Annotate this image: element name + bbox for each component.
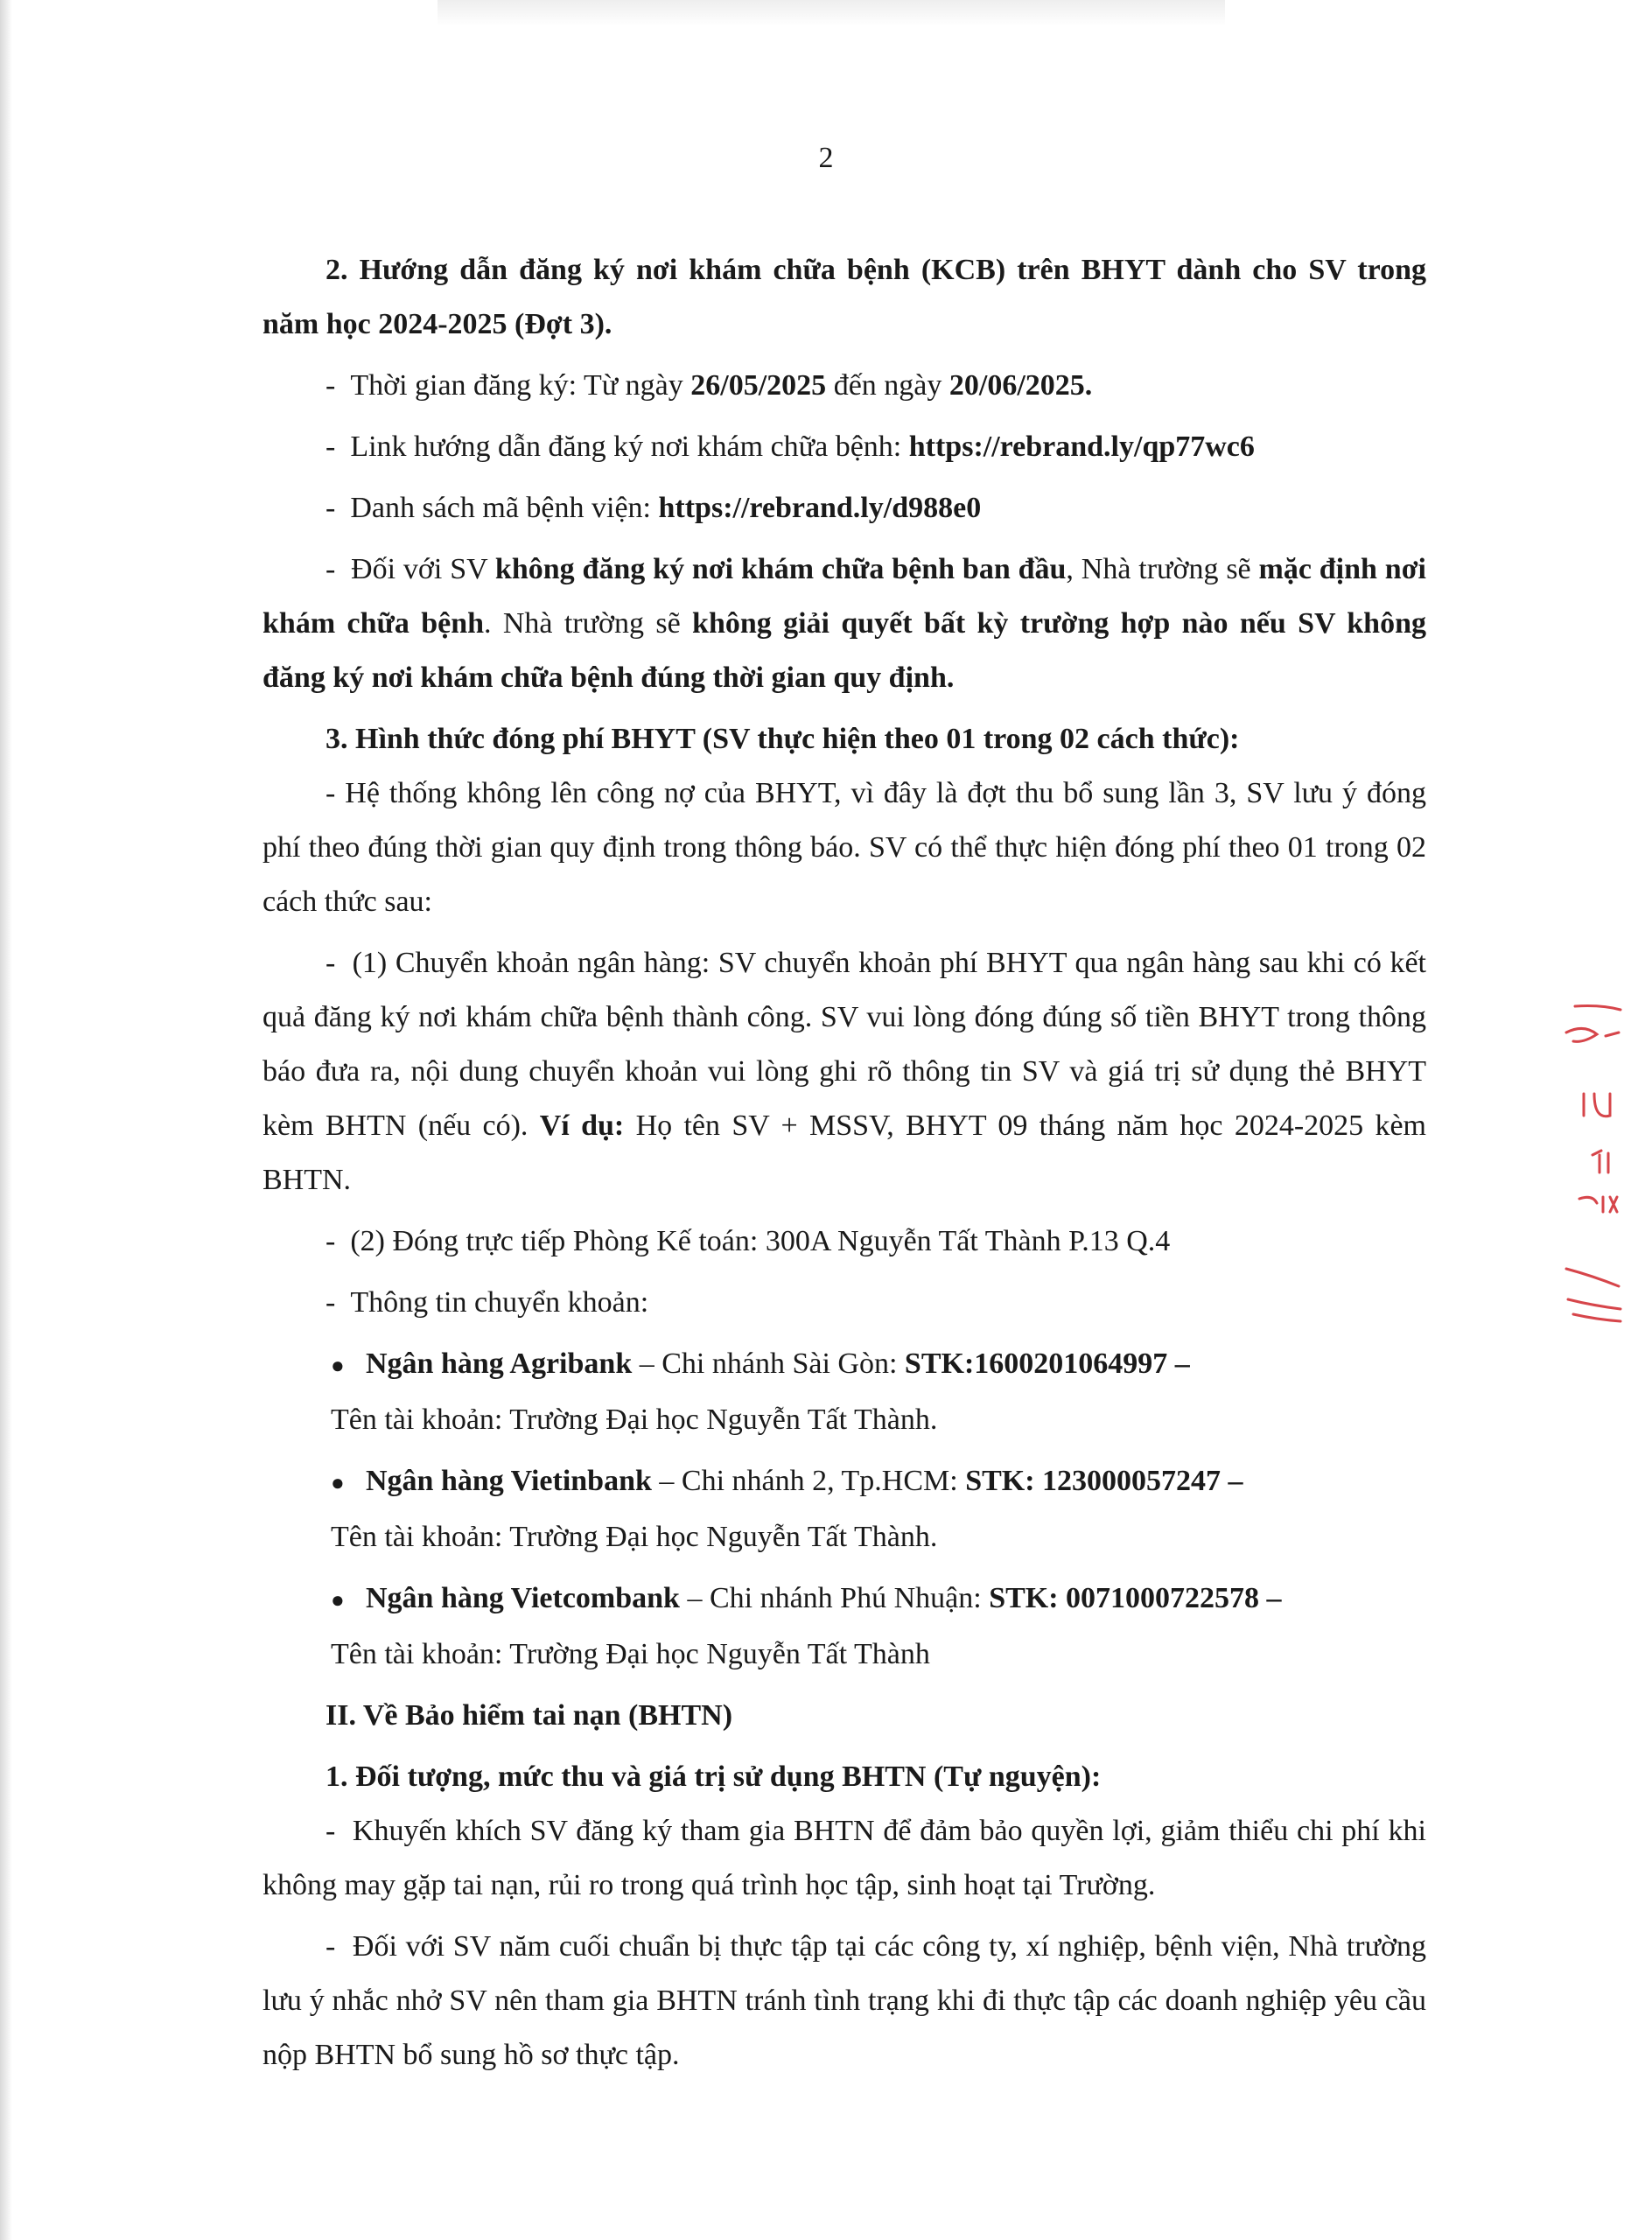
stamp-mark (1566, 1269, 1619, 1286)
stamp-mark (1568, 1299, 1620, 1309)
bank-agribank: ● Ngân hàng Agribank – Chi nhánh Sài Gòn: STK:1600201064997 – (262, 1337, 1426, 1393)
stamp-mark (1606, 1032, 1619, 1036)
bullet-icon: ● (331, 1353, 345, 1378)
bullet-icon: ● (331, 1470, 345, 1495)
page-number: 2 (818, 142, 834, 174)
scan-edge-shadow (0, 0, 12, 2240)
stamp-mark (1573, 1314, 1620, 1321)
stamp-mark (1584, 1094, 1610, 1116)
guide-link-row: - Link hướng dẫn đăng ký nơi khám chữa bệnh: https://rebrand.ly/qp77wc6 (326, 430, 1255, 463)
stamp-mark (1579, 1197, 1617, 1212)
bank-agribank-holder: Tên tài khoản: Trường Đại học Nguyễn Tất Thành. (331, 1404, 938, 1436)
section2-heading (262, 243, 1426, 352)
part2-heading: II. Về Bảo hiểm tai nạn (BHTN) (326, 1699, 733, 1732)
date-end: 20/06/2025. (948, 369, 1093, 402)
document-body (262, 243, 1426, 2082)
payment-option-1: - (1) Chuyển khoản ngân hàng: SV chuyển khoản phí BHYT qua ngân hàng sau khi có kết quả đăng ký nơi khám chữa bệnh thành công. SV vui lòng đóng đúng số tiền BHYT trong thông báo đưa ra, nội dung chuyển khoản vui lòng ghi rõ thông tin SV và giá trị sử dụng thẻ BHYT kèm BHTN (nếu có). Ví dụ: Họ tên SV + MSSV, BHYT 09 tháng năm học 2024-2025 kèm BHTN. (262, 947, 1427, 1196)
registration-time: - Thời gian đăng ký: Từ ngày 26/05/2025 đến ngày 20/06/2025. (326, 369, 1093, 402)
section2-heading-text: Hướng dẫn đăng ký nơi khám chữa bệnh (KCB) trên BHYT dành cho SV trong năm học 2024-2025 (Đợt 3). (262, 254, 1427, 340)
bullet-icon: ● (331, 1587, 345, 1613)
stamp-mark (1592, 1151, 1608, 1172)
part2-sub1-heading: 1. Đối tượng, mức thu và giá trị sử dụng BHTN (Tự nguyện): (326, 1760, 1102, 1793)
scan-top-smudge (438, 0, 1225, 26)
bank-vietcombank: ● Ngân hàng Vietcombank – Chi nhánh Phú Nhuận: STK: 0071000722578 – (262, 1572, 1426, 1628)
part2-bullet-2: - Đối với SV năm cuối chuẩn bị thực tập tại các công ty, xí nghiệp, bệnh viện, Nhà trường lưu ý nhắc nhở SV nên tham gia BHTN tránh tình trạng khi đi thực tập các doanh nghiệp yêu cầu nộp BHTN bổ sung hồ sơ thực tập. (262, 1930, 1426, 2071)
section3-heading: 3. Hình thức đóng phí BHYT (SV thực hiện theo 01 trong 02 cách thức): (326, 723, 1240, 755)
section3-intro: - Hệ thống không lên công nợ của BHYT, vì đây là đợt thu bổ sung lần 3, SV lưu ý đóng phí theo đúng thời gian quy định trong thông báo. SV có thể thực hiện đóng phí theo 01 trong 02 cách thức sau: (262, 777, 1426, 918)
part2-bullet-1: - Khuyến khích SV đăng ký tham gia BHTN để đảm bảo quyền lợi, giảm thiểu chi phí khi không may gặp tai nạn, rủi ro trong quá trình học tập, sinh hoạt tại Trường. (262, 1815, 1426, 1901)
registration-note: - Đối với SV không đăng ký nơi khám chữa bệnh ban đầu, Nhà trường sẽ mặc định nơi khám chữa bệnh. Nhà trường sẽ không giải quyết bất kỳ trường hợp nào nếu SV không đăng ký nơi khám chữa bệnh đúng thời gian quy định. (262, 553, 1426, 694)
bank-vietcombank-holder: Tên tài khoản: Trường Đại học Nguyễn Tất Thành (331, 1638, 930, 1670)
date-start: 26/05/2025 (690, 369, 827, 402)
payment-option-2: - (2) Đóng trực tiếp Phòng Kế toán: 300A Nguyễn Tất Thành P.13 Q.4 (326, 1225, 1171, 1257)
guide-link[interactable]: https://rebrand.ly/qp77wc6 (908, 430, 1255, 463)
bank-vietinbank-holder: Tên tài khoản: Trường Đại học Nguyễn Tất Thành. (331, 1521, 938, 1553)
transfer-info-label: - Thông tin chuyển khoản: (326, 1286, 649, 1319)
hospital-list-link[interactable]: https://rebrand.ly/d988e0 (658, 492, 982, 524)
stamp-mark (1566, 1028, 1597, 1041)
stamp-mark (1575, 1006, 1620, 1011)
section2-heading-num: 2. (326, 254, 348, 286)
hospital-list-row: - Danh sách mã bệnh viện: https://rebrand.ly/d988e0 (326, 492, 982, 524)
red-stamp-fragment (1558, 998, 1628, 1330)
bank-vietinbank: ● Ngân hàng Vietinbank – Chi nhánh 2, Tp.HCM: STK: 123000057247 – (262, 1454, 1426, 1510)
